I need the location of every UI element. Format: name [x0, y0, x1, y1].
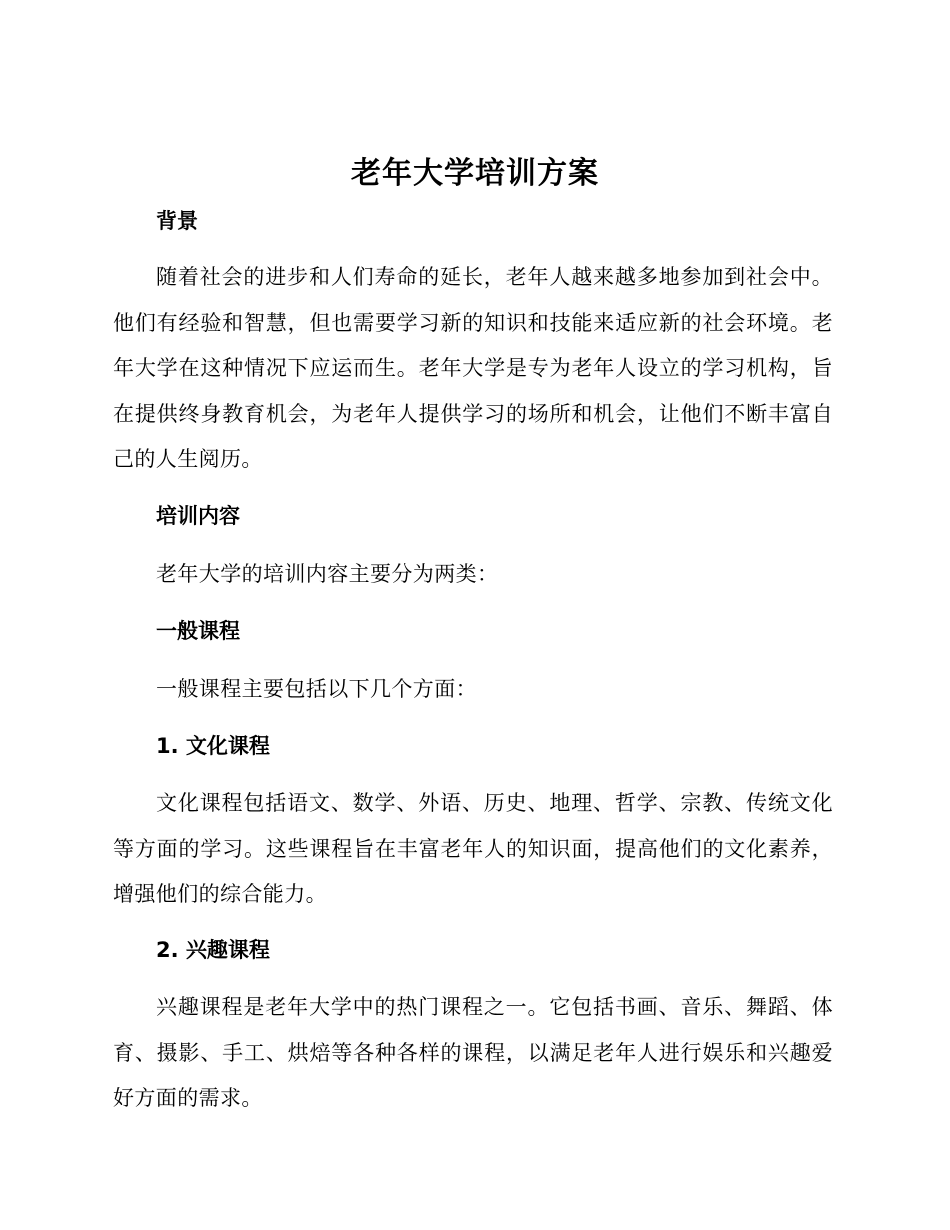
heading-interest-courses: 2. 兴趣课程 — [156, 938, 270, 962]
paragraph-training-intro: 老年大学的培训内容主要分为两类： — [156, 562, 499, 586]
heading-background: 背景 — [156, 209, 198, 233]
heading-general-courses: 一般课程 — [156, 619, 240, 643]
paragraph-interest-courses: 兴趣课程是老年大学中的热门课程之一。它包括书画、音乐、舞蹈、体育、摄影、手工、烘焙等各种各样的课程，以满足老年人进行娱乐和兴趣爱好方面的需求。 — [113, 995, 833, 1110]
paragraph-culture-courses: 文化课程包括语文、数学、外语、历史、地理、哲学、宗教、传统文化等方面的学习。这些课程旨在丰富老年人的知识面，提高他们的文化素养，增强他们的综合能力。 — [113, 791, 833, 906]
document-title: 老年大学培训方案 — [351, 156, 599, 191]
heading-culture-courses: 1. 文化课程 — [156, 734, 270, 758]
heading-training-content: 培训内容 — [156, 504, 240, 528]
paragraph-general-intro: 一般课程主要包括以下几个方面： — [156, 677, 477, 701]
paragraph-background: 随着社会的进步和人们寿命的延长，老年人越来越多地参加到社会中。他们有经验和智慧，但也需要学习新的知识和技能来适应新的社会环境。老年大学在这种情况下应运而生。老年大学是专为老年人设立的学习机构，旨在提供终身教育机会，为老年人提供学习的场所和机会，让他们不断丰富自己的人生阅历。 — [113, 265, 833, 471]
